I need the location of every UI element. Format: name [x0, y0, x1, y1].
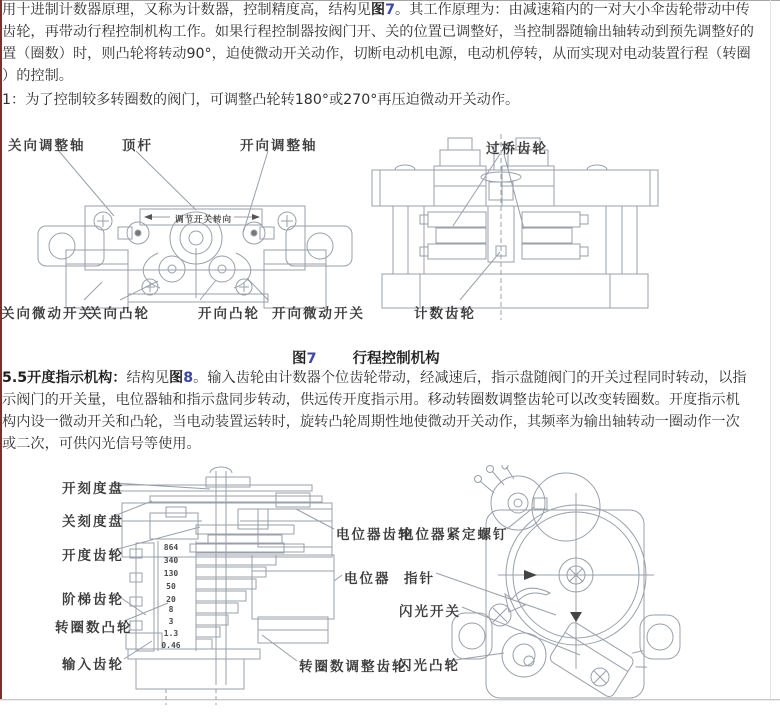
- fig8-label-close-dial: 关刻度盘: [62, 514, 124, 530]
- figure7-ref-char[interactable]: 图: [370, 2, 386, 18]
- fig7-plate-inner-text: 调节开关转向: [175, 215, 233, 225]
- turns-scale-value: 0.46: [161, 641, 181, 650]
- paragraph-text: 。其工作原理为：由减速箱内的一对大小伞齿轮带动中传: [394, 2, 750, 18]
- turns-scale-value: 8: [168, 605, 174, 614]
- fig7-label-counting-gear: 计数齿轮: [414, 306, 476, 322]
- figure7-caption-num: 7: [306, 351, 317, 367]
- body-text-line: [2, 1, 750, 20]
- body-text-line: 示阀门的开关量，电位器轴和指示盘同步转动，供远传开度指示用。移动转圈数调整齿轮可以改变转圈数。开度指示机: [2, 392, 740, 408]
- figure7-ref-link[interactable]: 7: [385, 2, 395, 18]
- section-number: 5.5: [2, 370, 28, 386]
- paragraph-text: 结构见: [126, 370, 170, 386]
- turns-scale-value: 130: [163, 569, 179, 578]
- figure7-caption: [292, 347, 440, 368]
- fig8-label-potentiometer: 电位器: [344, 571, 391, 587]
- fig7-label-push-rod: 顶杆: [122, 138, 153, 154]
- figure8-ref-char[interactable]: 图: [169, 370, 184, 386]
- turns-scale-value: 3: [168, 617, 174, 626]
- section-heading-line: [2, 369, 746, 388]
- fig7-label-open-micro-switch: 开向微动开关: [272, 306, 365, 322]
- fig8-label-opening-gear: 开度齿轮: [62, 548, 124, 564]
- body-text-line: 置（圈数）时，则凸轮将转动90°，迫使微动开关动作，切断电动机电源，电动机停转，从而实现对电动装置行程（转圈: [2, 46, 751, 62]
- fig8-label-pot-set-screw: 电位器紧定螺钉: [400, 527, 509, 543]
- body-text-line: 或二次，可供闪光信号等使用。: [2, 436, 201, 452]
- fig7-label-close-micro-switch: 关向微动开关: [1, 306, 94, 322]
- turns-scale-value: 20: [166, 595, 176, 604]
- fig7-label-open-cam: 开向凸轮: [198, 306, 260, 322]
- paragraph-text: 用十进制计数器原理，又称为计数器，控制精度高，结构见: [2, 2, 371, 18]
- body-text-line: ）的控制。: [2, 68, 73, 84]
- fig8-label-step-gear: 阶梯齿轮: [62, 592, 124, 608]
- body-text-line: 齿轮，再带动行程控制机构工作。如果行程控制器按阀门开、关的位置已调整好，当控制器随输出轴转动到预先调整好的: [2, 24, 754, 40]
- fig8-label-turns-adjust-gear: 转圈数调整齿轮: [299, 659, 408, 675]
- turns-scale-value: 1.3: [163, 629, 179, 638]
- turns-scale-value: 340: [163, 556, 179, 565]
- turns-scale-value: 864: [163, 543, 179, 552]
- fig7-label-open-adjust-shaft: 开向调整轴: [240, 138, 318, 154]
- fig7-label-close-cam: 关向凸轮: [88, 306, 150, 322]
- fig8-label-input-gear: 输入齿轮: [62, 657, 124, 673]
- fig8-label-turns-cam: 转圈数凸轮: [55, 620, 133, 636]
- turns-scale-value: 50: [166, 582, 176, 591]
- figure7-caption-char: 图: [292, 351, 307, 367]
- fig7-left-diagram: [38, 150, 352, 308]
- fig8-right-diagram: [436, 465, 680, 706]
- fig8-label-open-dial: 开刻度盘: [62, 481, 124, 497]
- section-title: 开度指示机构：: [27, 370, 127, 386]
- figure8-ref-link[interactable]: 8: [183, 370, 194, 386]
- fig7-right-diagram: [372, 134, 658, 320]
- body-text-line: 构内设一微动开关和凸轮，当电动装置运转时，旋转凸轮周期性地使微动开关动作，其频率为输出轴转动一圈动作一次: [2, 414, 740, 430]
- fig8-label-flash-switch: 闪光开关: [399, 604, 461, 620]
- fig7-label-bridge-gear: 过桥齿轮: [486, 141, 548, 157]
- fig8-label-pot-gear: 电位器齿轮: [336, 527, 414, 543]
- paragraph-text: 。输入齿轮由计数器个位齿轮带动，经减速后，指示盘随阀门的开关过程同时转动，以指: [193, 370, 747, 386]
- note-line: 1：为了控制较多转圈数的阀门，可调整凸轮转180°或270°再压迫微动开关动作。: [2, 92, 520, 108]
- figure7-caption-title: 行程控制机构: [352, 351, 440, 367]
- fig8-label-pointer: 指针: [404, 571, 435, 587]
- fig8-label-flash-cam: 闪光凸轮: [398, 658, 460, 674]
- fig7-label-close-adjust-shaft: 关向调整轴: [8, 138, 86, 154]
